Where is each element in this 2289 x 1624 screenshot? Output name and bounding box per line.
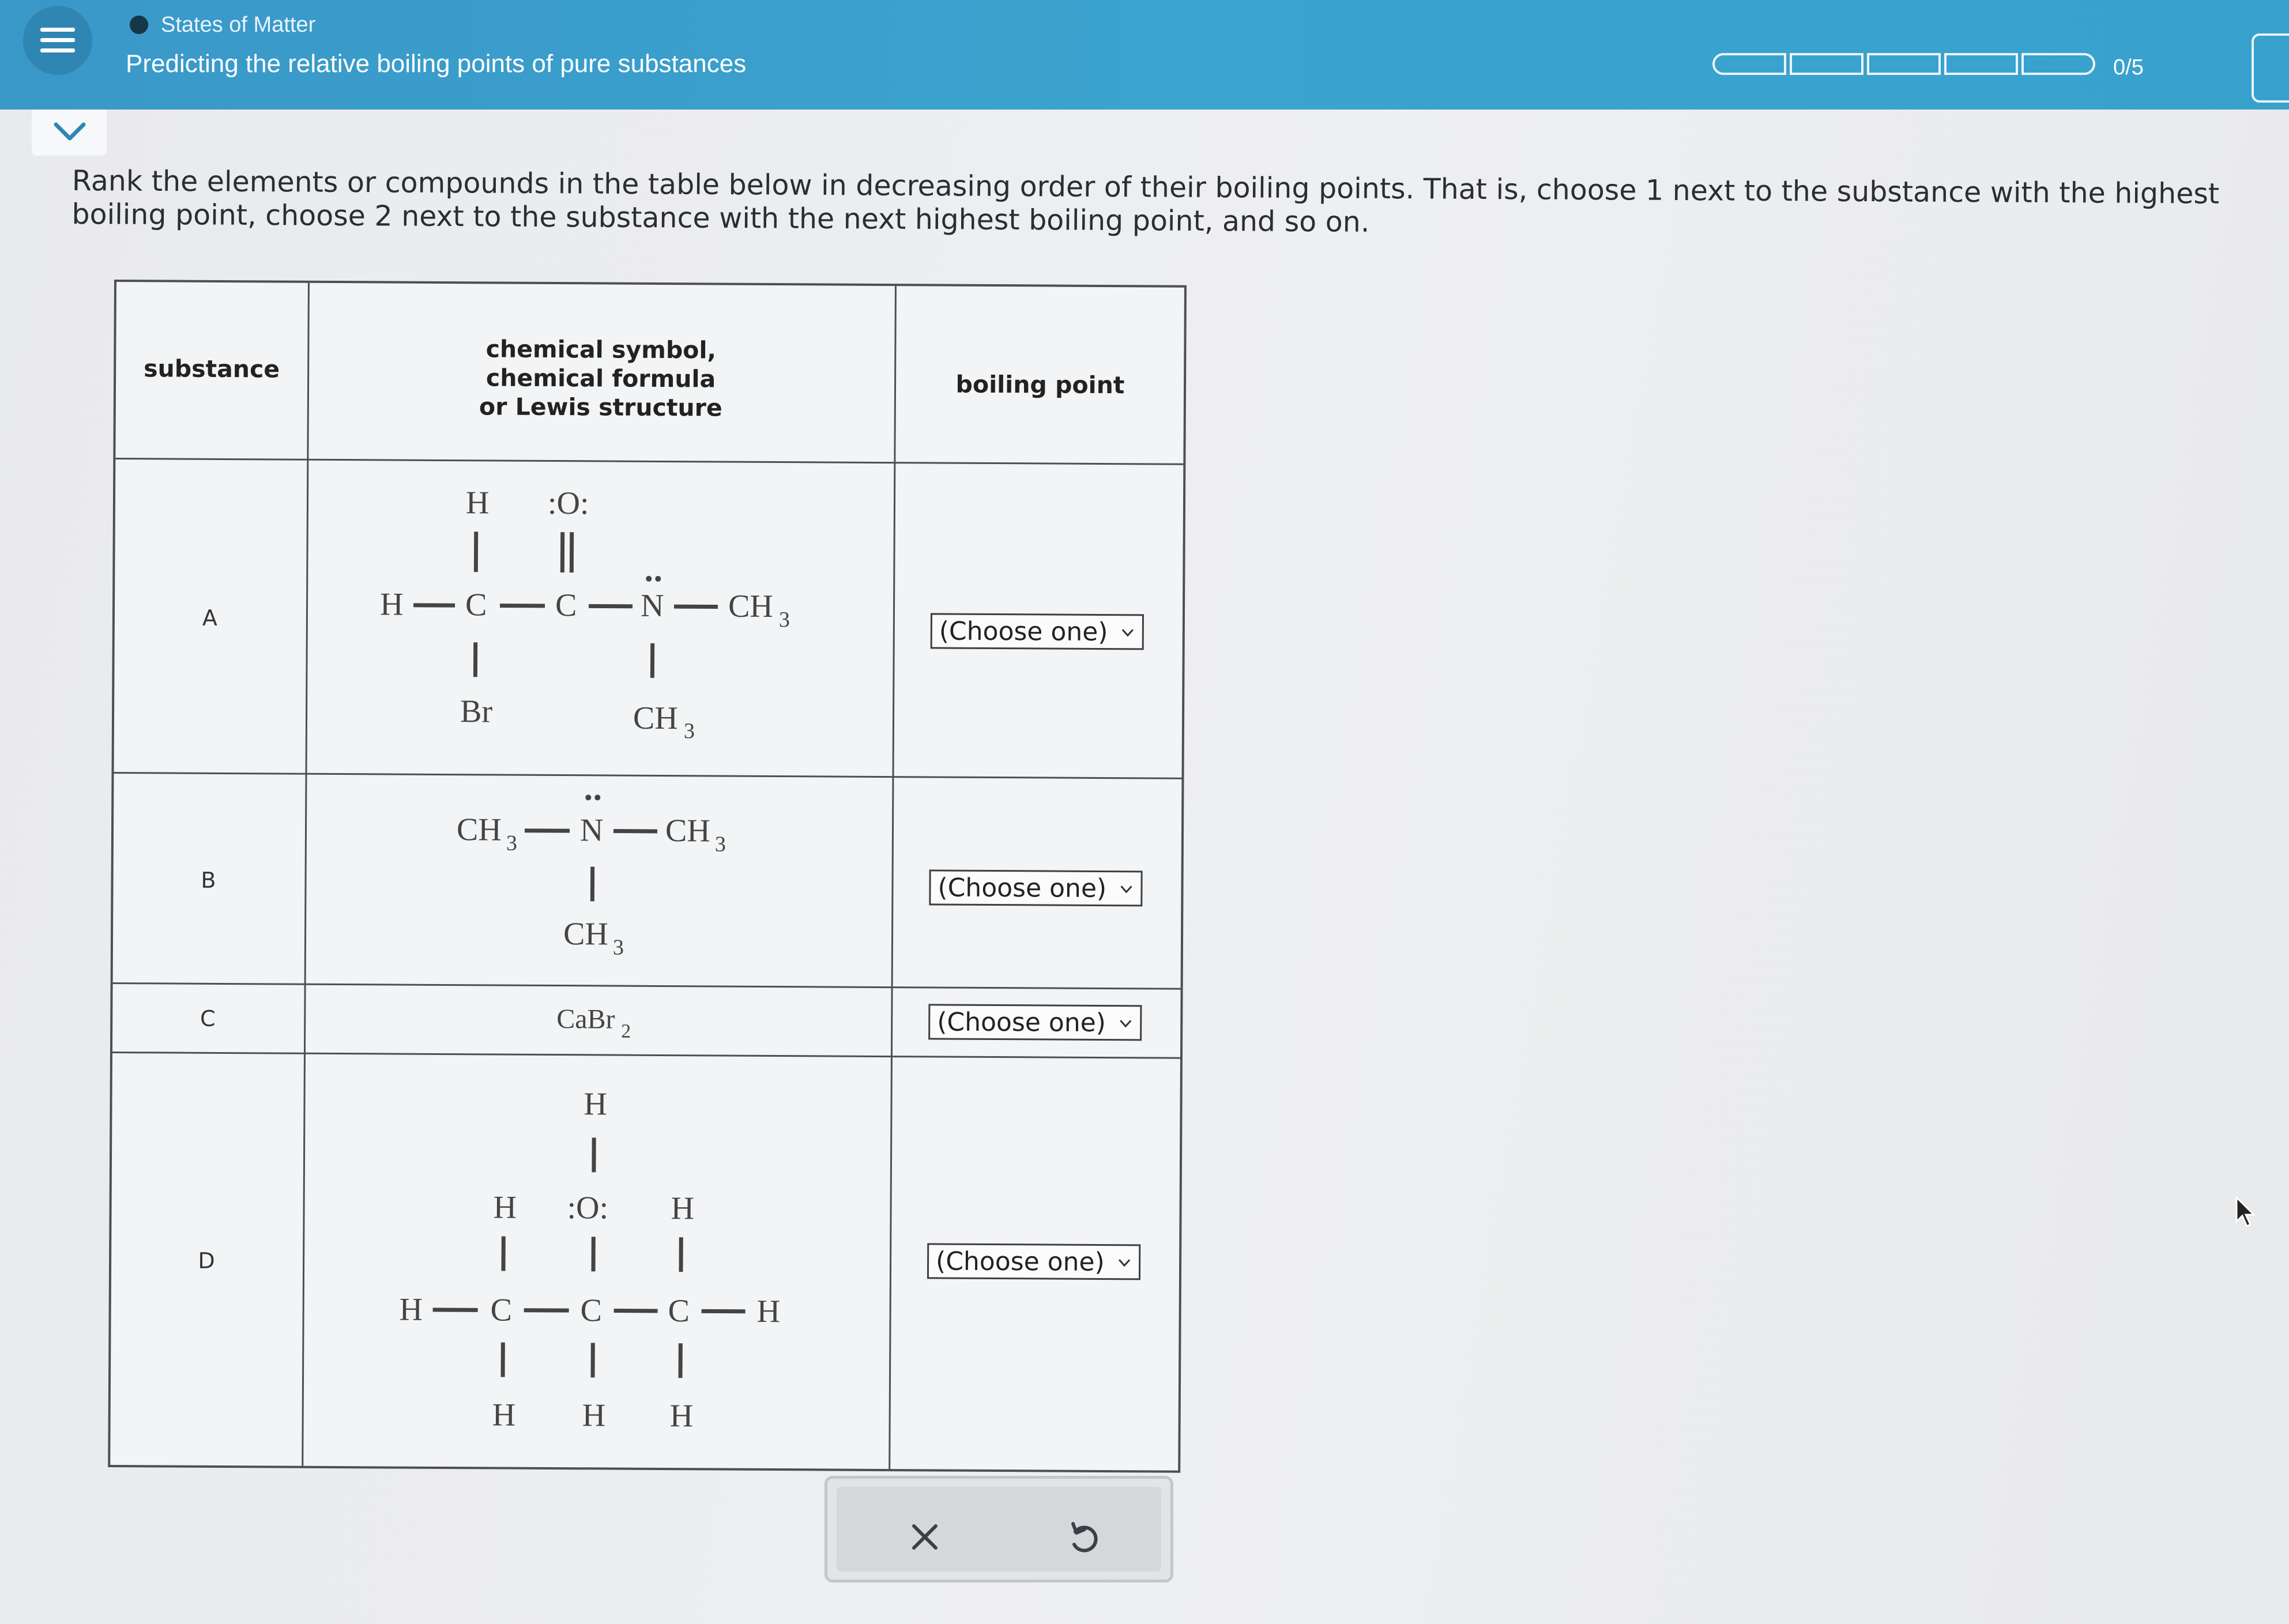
- atom-h: H: [582, 1397, 606, 1434]
- progress-segment: [2021, 53, 2095, 75]
- lone-pair: [655, 576, 661, 582]
- atom-c: C: [668, 1293, 690, 1329]
- lewis-structure-d: [398, 1079, 804, 1450]
- atom-h: H: [399, 1291, 423, 1328]
- progress-segment: [1867, 53, 1941, 75]
- side-panel-tab[interactable]: [2252, 33, 2289, 103]
- atom-h: H: [756, 1293, 781, 1330]
- progress-segment: [1712, 53, 1786, 75]
- progress-segment: [1944, 53, 2018, 75]
- rank-select-b[interactable]: [929, 869, 1142, 906]
- header-chemical-symbol: [307, 334, 895, 423]
- group-ch: CH: [456, 812, 502, 848]
- atom-h: H: [583, 1086, 608, 1122]
- header-line: or Lewis structure: [479, 393, 722, 422]
- lone-pair: [585, 794, 591, 800]
- atom-n: N: [579, 812, 604, 849]
- atom-h: H: [493, 1189, 517, 1226]
- lone-pair: [594, 794, 600, 800]
- select-value: (Choose one): [935, 1246, 1105, 1277]
- subscript: 3: [714, 832, 726, 857]
- progress-count: 0/5: [2113, 55, 2144, 80]
- undo-icon[interactable]: [1063, 1517, 1103, 1557]
- atom-h: H: [671, 1190, 695, 1227]
- table-divider: [115, 458, 1183, 465]
- atom-c: C: [580, 1293, 603, 1329]
- subscript: 3: [778, 608, 790, 632]
- atom-h: H: [492, 1397, 516, 1433]
- atom-h: H: [669, 1398, 694, 1434]
- lewis-structure-b: [456, 785, 803, 971]
- atom-n: N: [640, 587, 664, 624]
- subscript: 2: [621, 1020, 631, 1042]
- lone-pair: [646, 576, 652, 582]
- table-divider: [114, 772, 1182, 779]
- menu-bar: [40, 28, 75, 32]
- rank-select-d[interactable]: [927, 1243, 1140, 1280]
- group-ch: CH: [665, 813, 710, 849]
- header-line: chemical formula: [485, 364, 716, 393]
- rank-select-c[interactable]: [928, 1004, 1142, 1041]
- chevron-down-icon: [54, 120, 86, 143]
- select-value: (Choose one): [938, 872, 1107, 903]
- group-ch: CH: [563, 916, 609, 952]
- collapse-button[interactable]: [32, 110, 107, 156]
- rank-select-a[interactable]: [931, 613, 1144, 650]
- atom-c: C: [555, 587, 577, 624]
- subscript: 3: [612, 935, 624, 960]
- header-line: chemical symbol,: [485, 335, 717, 364]
- question-text: Rank the elements or compounds in the table below in decreasing order of their boiling points. That is, choose 1 next to the substance with the highest boiling point, choose 2 next to the substance with the next highest boiling point, and so on.: [71, 164, 2220, 239]
- select-value: (Choose one): [939, 616, 1108, 647]
- chevron-down-icon: [1116, 1254, 1133, 1271]
- header-boiling-point: boiling point: [955, 370, 1125, 400]
- progress-segment: [1790, 53, 1863, 75]
- select-value: (Choose one): [937, 1007, 1106, 1038]
- menu-bar: [40, 38, 75, 42]
- mouse-cursor-icon: [2234, 1196, 2257, 1231]
- atom-c: C: [465, 587, 487, 623]
- formula-text: CaBr: [556, 1004, 615, 1035]
- hamburger-menu-button[interactable]: [23, 6, 92, 75]
- atom-h: H: [465, 485, 490, 521]
- group-ch: CH: [633, 700, 678, 737]
- header-substance: substance: [144, 355, 280, 383]
- progress-bar: [1712, 53, 2099, 75]
- chevron-down-icon: [1117, 1015, 1134, 1032]
- atom-br: Br: [460, 694, 493, 730]
- subscript: 3: [506, 831, 518, 856]
- chevron-down-icon: [1117, 880, 1135, 898]
- topic-label: States of Matter: [161, 12, 316, 37]
- atom-o: :O:: [547, 485, 589, 522]
- substance-table: [108, 280, 1187, 1473]
- atom-c: C: [490, 1292, 513, 1328]
- row-label-d: D: [198, 1248, 215, 1273]
- group-ch: CH: [728, 588, 774, 624]
- table-divider: [112, 1052, 1180, 1059]
- action-bar-inner: [837, 1487, 1161, 1572]
- answer-action-bar: [825, 1476, 1173, 1582]
- subscript: 3: [683, 719, 695, 744]
- menu-bar: [40, 48, 75, 52]
- topic-row: [130, 10, 315, 39]
- top-header: [0, 0, 2289, 110]
- chevron-down-icon: [1119, 624, 1136, 641]
- row-label-c: C: [199, 1005, 216, 1031]
- row-label-b: B: [201, 867, 216, 893]
- close-icon[interactable]: [905, 1517, 945, 1557]
- topic-status-icon: [130, 16, 148, 34]
- page-title: Predicting the relative boiling points of pure substances: [126, 50, 747, 78]
- atom-h: H: [379, 586, 404, 623]
- formula-c: [556, 994, 729, 1048]
- table-divider: [113, 982, 1181, 990]
- lewis-structure-a: [379, 473, 842, 764]
- atom-o: :O:: [567, 1190, 609, 1226]
- row-label-a: A: [202, 605, 218, 631]
